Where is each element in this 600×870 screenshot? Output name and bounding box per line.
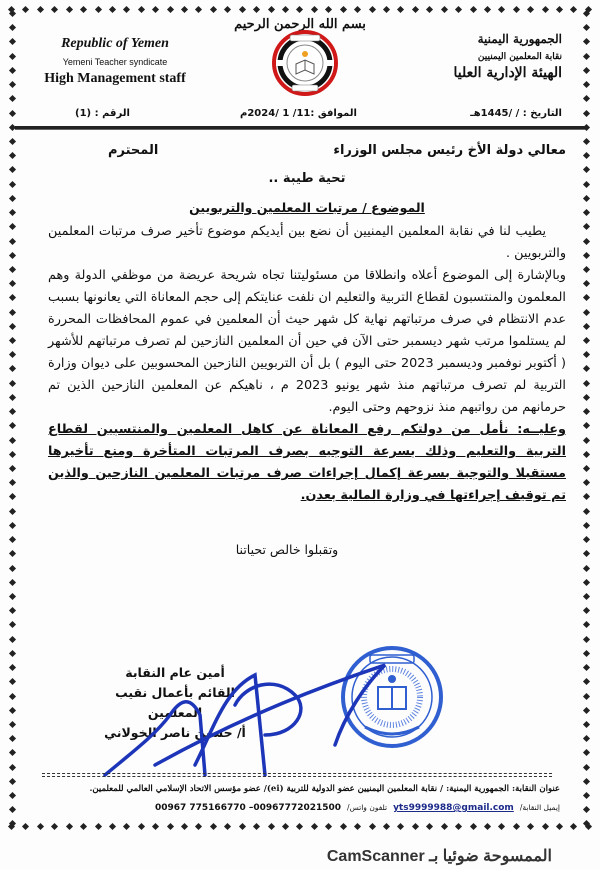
diamond-ornament	[441, 823, 448, 830]
diamond-ornament	[94, 823, 101, 830]
diamond-ornament	[383, 6, 390, 13]
diamond-ornament	[296, 823, 303, 830]
diamond-ornament	[239, 6, 246, 13]
diamond-ornament	[583, 764, 590, 771]
diamond-ornament	[152, 6, 159, 13]
english-staff: High Management staff	[44, 71, 186, 86]
signatory-title: أمين عام النقابة	[125, 665, 225, 680]
diamond-ornament	[583, 508, 590, 515]
diamond-ornament	[583, 650, 590, 657]
diamond-ornament	[37, 6, 44, 13]
diamond-ornament	[583, 323, 590, 330]
diamond-ornament	[9, 95, 16, 102]
diamond-ornament	[583, 38, 590, 45]
diamond-ornament	[354, 6, 361, 13]
diamond-ornament	[282, 6, 289, 13]
diamond-ornament	[583, 778, 590, 785]
diamond-ornament	[9, 621, 16, 628]
diamond-ornament	[66, 823, 73, 830]
diamond-ornament	[583, 451, 590, 458]
phone-numbers: 00967 775166770 –00967772021500	[154, 803, 342, 813]
diamond-ornament	[397, 6, 404, 13]
diamond-ornament	[109, 823, 116, 830]
diamond-ornament	[383, 823, 390, 830]
diamond-ornament	[311, 823, 318, 830]
diamond-ornament	[354, 823, 361, 830]
diamond-ornament	[9, 365, 16, 372]
diamond-ornament	[9, 223, 16, 230]
arabic-staff: الهيئة الإدارية العليا	[453, 65, 562, 81]
diamond-ornament	[583, 593, 590, 600]
diamond-ornament	[583, 749, 590, 756]
diamond-ornament	[9, 508, 16, 515]
diamond-ornament	[9, 550, 16, 557]
diamond-ornament	[570, 823, 577, 830]
reference-number: الرقم : (1)	[75, 108, 130, 119]
diamond-ornament	[9, 764, 16, 771]
diamond-ornament	[583, 408, 590, 415]
diamond-ornament	[583, 550, 590, 557]
diamond-ornament	[123, 6, 130, 13]
diamond-ornament	[469, 6, 476, 13]
intro-paragraph: يطيب لنا في نقابة المعلمين اليمنيين أن نضع بين أيديكم موضوع تأخير صرف مرتبات المعلمين والتربويين .	[48, 224, 566, 261]
diamond-ornament	[181, 6, 188, 13]
diamond-ornament	[583, 67, 590, 74]
diamond-ornament	[37, 823, 44, 830]
diamond-ornament	[583, 195, 590, 202]
diamond-ornament	[9, 607, 16, 614]
diamond-ornament	[9, 323, 16, 330]
diamond-ornament	[498, 823, 505, 830]
diamond-ornament	[583, 109, 590, 116]
diamond-ornament	[9, 380, 16, 387]
diamond-ornament	[9, 152, 16, 159]
diamond-ornament	[369, 6, 376, 13]
english-syndicate: Yemeni Teacher syndicate	[62, 57, 168, 67]
diamond-ornament	[210, 6, 217, 13]
diamond-ornament	[152, 823, 159, 830]
greeting: تحية طيبة ..	[268, 171, 346, 186]
diamond-ornament	[484, 6, 491, 13]
diamond-ornament	[9, 166, 16, 173]
diamond-ornament	[9, 451, 16, 458]
diamond-ornament	[583, 138, 590, 145]
diamond-ornament	[138, 823, 145, 830]
diamond-ornament	[583, 792, 590, 799]
diamond-ornament	[9, 209, 16, 216]
diamond-ornament	[583, 479, 590, 486]
diamond-ornament	[513, 823, 520, 830]
diamond-ornament	[9, 309, 16, 316]
top-diamond-border	[8, 6, 592, 14]
hijri-date: التاريخ : / /1445هـ	[470, 108, 562, 119]
header-divider	[15, 126, 585, 130]
diamond-ornament	[583, 493, 590, 500]
diamond-ornament	[583, 181, 590, 188]
diamond-ornament	[253, 823, 260, 830]
diamond-ornament	[9, 394, 16, 401]
diamond-ornament	[583, 309, 590, 316]
footer-address: عنوان النقابة: الجمهورية اليمنية: / نقابة المعلمين اليمنيين عضو الدولية للتربية (ei)/ عضو مؤسس الاتحاد الإسلامي العالمي للمعلمين.	[89, 784, 560, 794]
camscanner-watermark: الممسوحة ضوئيا بـ CamScanner	[326, 848, 552, 865]
diamond-ornament	[369, 823, 376, 830]
diamond-ornament	[583, 365, 590, 372]
gregorian-date: الموافق :11/ 1 /2024م	[240, 108, 357, 119]
diamond-ornament	[527, 6, 534, 13]
diamond-ornament	[426, 6, 433, 13]
diamond-ornament	[268, 6, 275, 13]
diamond-ornament	[9, 422, 16, 429]
diamond-ornament	[239, 823, 246, 830]
diamond-ornament	[583, 607, 590, 614]
diamond-ornament	[325, 823, 332, 830]
diamond-ornament	[9, 664, 16, 671]
diamond-ornament	[9, 792, 16, 799]
diamond-ornament	[9, 593, 16, 600]
diamond-ornament	[9, 636, 16, 643]
diamond-ornament	[296, 6, 303, 13]
diamond-ornament	[455, 823, 462, 830]
diamond-ornament	[9, 522, 16, 529]
diamond-ornament	[426, 823, 433, 830]
diamond-ornament	[9, 707, 16, 714]
diamond-ornament	[9, 337, 16, 344]
diamond-ornament	[9, 266, 16, 273]
handwritten-signature	[95, 655, 395, 780]
diamond-ornament	[583, 735, 590, 742]
request-paragraph: وعليــه: نأمل من دولتكم رفع المعاناة عن كاهل المعلمين والمنتسبين لقطاع التربية والتعليم وذلك بسرعة التوجيه بصرف المرتبات المتأخرة ومنع تأخيرها مستقبلا والتوجية بسرعة إكمال إجراءات صرف مرتبات المعلمين النازحين والذين تم توقيف إجراءتها في وزارة المالية بعدن.	[48, 422, 566, 503]
diamond-ornament	[583, 294, 590, 301]
diamond-ornament	[455, 6, 462, 13]
diamond-ornament	[9, 806, 16, 813]
diamond-ornament	[94, 6, 101, 13]
diamond-ornament	[224, 6, 231, 13]
body-paragraph: وبالإشارة إلى الموضوع أعلاه وانطلاقا من مسئوليتنا تجاه شريحة عريضة من موظفي الدولة وهم المعلمون والمنتسبون لقطاع التربية والتعليم ان نلفت عنايتكم إلى حجم المعاناة التي يعانونها بسبب عدم الانتظام في صرف مرتباتهم نهاية كل شهر حيث أن المعلمين في عموم المحافظات المحررة لم يستلموا مرتب شهر ديسمبر حتى الآن في حين أن المعلمين النازحين لم تصرف مرتباتهم للأشهر ( أكتوبر نوفمبر وديسمبر 2023 حتى اليوم ) بل أن التربويين النازحين المحسوبين على ديوان وزارة التربية لم تصرف مرتباتهم منذ شهر يونيو 2023 م ، ناهيكم عن المعلمين النازحين الذين تم حرمانهم من رواتبهم منذ نزوحهم وحتى اليوم.	[48, 268, 566, 415]
diamond-ornament	[583, 621, 590, 628]
diamond-ornament	[195, 823, 202, 830]
diamond-ornament	[167, 823, 174, 830]
diamond-ornament	[9, 67, 16, 74]
diamond-ornament	[9, 465, 16, 472]
diamond-ornament	[556, 6, 563, 13]
diamond-ornament	[9, 778, 16, 785]
diamond-ornament	[542, 823, 549, 830]
diamond-ornament	[583, 437, 590, 444]
diamond-ornament	[583, 53, 590, 60]
diamond-ornament	[9, 294, 16, 301]
diamond-ornament	[9, 10, 16, 17]
left-diamond-border	[9, 10, 17, 828]
diamond-ornament	[583, 337, 590, 344]
diamond-ornament	[583, 820, 590, 827]
diamond-ornament	[9, 408, 16, 415]
diamond-ornament	[484, 823, 491, 830]
footer-divider	[42, 773, 552, 777]
diamond-ornament	[583, 678, 590, 685]
diamond-ornament	[167, 6, 174, 13]
diamond-ornament	[9, 479, 16, 486]
diamond-ornament	[412, 823, 419, 830]
english-letterhead	[30, 36, 200, 87]
diamond-ornament	[80, 823, 87, 830]
diamond-ornament	[9, 237, 16, 244]
closing-line: وتقبلوا خالص تحياتنا	[235, 542, 339, 557]
diamond-ornament	[253, 6, 260, 13]
arabic-country: الجمهورية اليمنية	[477, 32, 562, 46]
diamond-ornament	[51, 823, 58, 830]
diamond-ornament	[441, 6, 448, 13]
diamond-ornament	[9, 749, 16, 756]
diamond-ornament	[340, 823, 347, 830]
addressee: معالي دولة الأخ رئيس مجلس الوزراء	[333, 143, 566, 158]
bottom-diamond-border	[8, 823, 592, 831]
diamond-ornament	[583, 422, 590, 429]
honorific: المحترم	[108, 143, 159, 158]
diamond-ornament	[513, 6, 520, 13]
diamond-ornament	[109, 6, 116, 13]
diamond-ornament	[311, 6, 318, 13]
diamond-ornament	[527, 823, 534, 830]
diamond-ornament	[583, 351, 590, 358]
diamond-ornament	[138, 6, 145, 13]
diamond-ornament	[469, 823, 476, 830]
diamond-ornament	[9, 493, 16, 500]
addressee-line	[48, 143, 566, 158]
diamond-ornament	[583, 721, 590, 728]
signatory-role: القائم بأعمال نقيب المعلمين	[115, 685, 235, 720]
diamond-ornament	[583, 579, 590, 586]
diamond-ornament	[22, 6, 29, 13]
diamond-ornament	[9, 81, 16, 88]
right-diamond-border	[583, 10, 591, 828]
signatory-name: أ/ حسين ناصر الخولاني	[104, 725, 246, 740]
diamond-ornament	[556, 823, 563, 830]
email-label: إيميل النقابة/	[519, 803, 560, 812]
diamond-ornament	[51, 6, 58, 13]
diamond-ornament	[583, 692, 590, 699]
english-country: Republic of Yemen	[61, 36, 169, 51]
diamond-ornament	[282, 823, 289, 830]
diamond-ornament	[583, 237, 590, 244]
diamond-ornament	[583, 252, 590, 259]
diamond-ornament	[80, 6, 87, 13]
diamond-ornament	[583, 81, 590, 88]
diamond-ornament	[412, 6, 419, 13]
diamond-ornament	[325, 6, 332, 13]
diamond-ornament	[583, 636, 590, 643]
diamond-ornament	[498, 6, 505, 13]
basmala: بسم الله الرحمن الرحيم	[234, 17, 366, 32]
diamond-ornament	[583, 209, 590, 216]
diamond-ornament	[583, 707, 590, 714]
diamond-ornament	[9, 38, 16, 45]
diamond-ornament	[224, 823, 231, 830]
diamond-ornament	[9, 692, 16, 699]
diamond-ornament	[9, 564, 16, 571]
diamond-ornament	[9, 437, 16, 444]
diamond-ornament	[22, 823, 29, 830]
diamond-ornament	[268, 823, 275, 830]
letter-body	[48, 143, 566, 557]
diamond-ornament	[9, 650, 16, 657]
diamond-ornament	[340, 6, 347, 13]
diamond-ornament	[397, 823, 404, 830]
diamond-ornament	[583, 664, 590, 671]
arabic-syndicate: نقابة المعلمين اليمنيين	[477, 52, 562, 62]
subject-line: الموضوع / مرتبات المعلمين والتربويين	[189, 200, 425, 215]
diamond-ornament	[9, 138, 16, 145]
syndicate-emblem-logo	[272, 30, 338, 96]
diamond-ornament	[9, 820, 16, 827]
diamond-ornament	[181, 823, 188, 830]
diamond-ornament	[583, 10, 590, 17]
diamond-ornament	[9, 721, 16, 728]
diamond-ornament	[9, 109, 16, 116]
email-link[interactable]: yts9999988@gmail.com	[393, 803, 514, 813]
diamond-ornament	[583, 564, 590, 571]
diamond-ornament	[66, 6, 73, 13]
diamond-ornament	[9, 280, 16, 287]
diamond-ornament	[542, 6, 549, 13]
arabic-letterhead	[412, 32, 562, 81]
diamond-ornament	[210, 823, 217, 830]
diamond-ornament	[583, 166, 590, 173]
diamond-ornament	[9, 735, 16, 742]
diamond-ornament	[9, 579, 16, 586]
diamond-ornament	[583, 380, 590, 387]
diamond-ornament	[9, 536, 16, 543]
phone-label: تلفون واتس/	[347, 803, 388, 812]
diamond-ornament	[570, 6, 577, 13]
diamond-ornament	[9, 351, 16, 358]
diamond-ornament	[583, 266, 590, 273]
diamond-ornament	[583, 223, 590, 230]
diamond-ornament	[583, 95, 590, 102]
diamond-ornament	[583, 394, 590, 401]
diamond-ornament	[583, 280, 590, 287]
diamond-ornament	[583, 465, 590, 472]
footer-contacts	[70, 803, 560, 813]
diamond-ornament	[123, 823, 130, 830]
diamond-ornament	[9, 181, 16, 188]
diamond-ornament	[9, 195, 16, 202]
diamond-ornament	[9, 678, 16, 685]
diamond-ornament	[9, 252, 16, 259]
diamond-ornament	[583, 152, 590, 159]
diamond-ornament	[195, 6, 202, 13]
diamond-ornament	[9, 53, 16, 60]
diamond-ornament	[583, 522, 590, 529]
diamond-ornament	[583, 806, 590, 813]
diamond-ornament	[583, 536, 590, 543]
